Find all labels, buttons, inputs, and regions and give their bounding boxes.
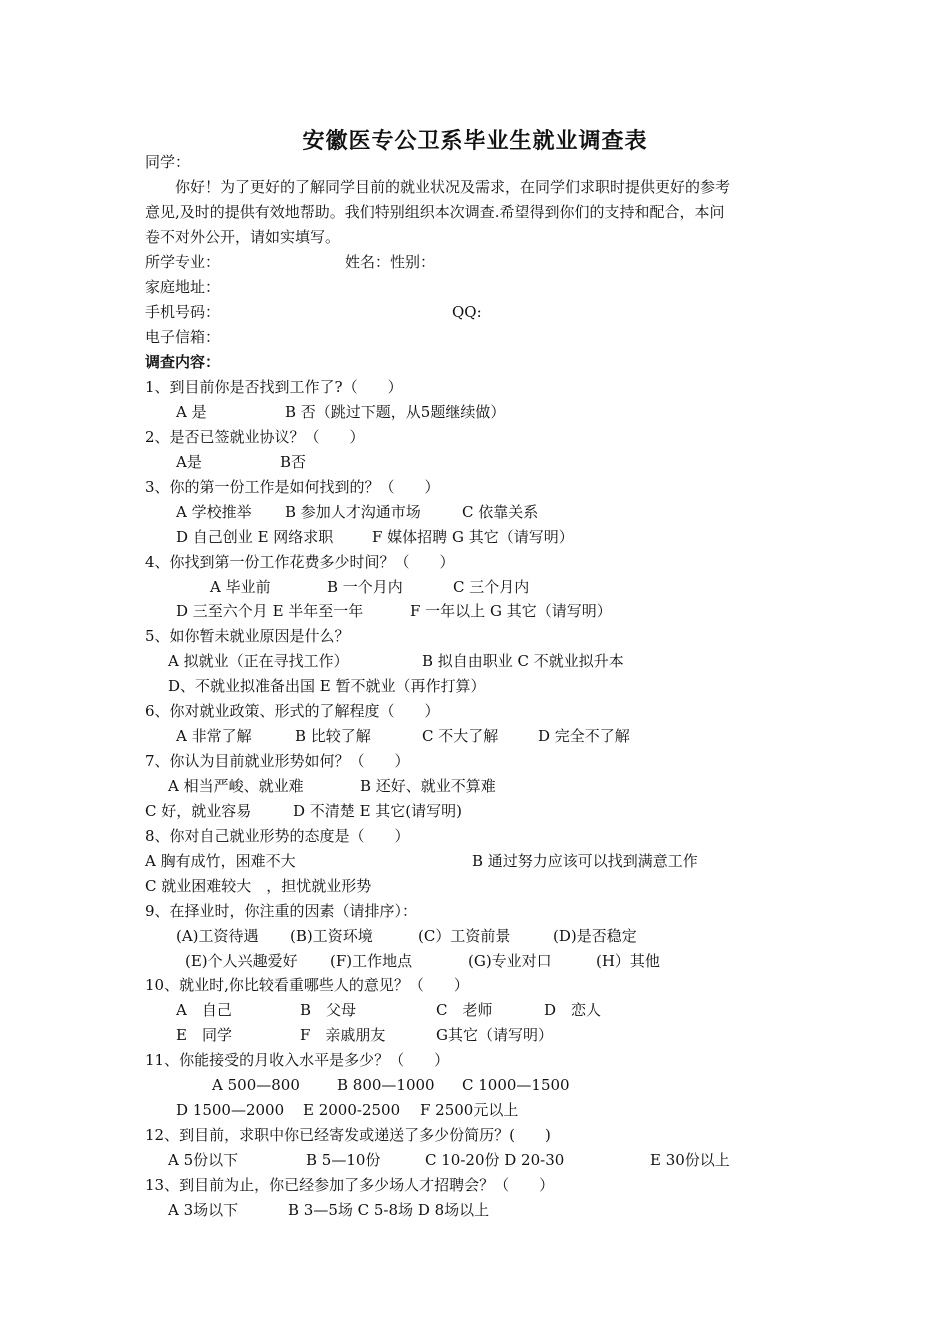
greeting: 同学： [145, 153, 191, 171]
major-label: 所学专业： [145, 253, 221, 271]
option: A是 [176, 453, 202, 471]
option: B 通过努力应该可以找到满意工作 [472, 852, 698, 870]
option: D、不就业拟准备出国 E 暂不就业（再作打算） [168, 677, 486, 695]
question-7: 7、你认为目前就业形势如何？（ ） [145, 752, 410, 770]
option: E 2000-2500 [303, 1101, 401, 1119]
option: C 10-20份 D 20-30 [425, 1151, 565, 1169]
question-10: 10、就业时,你比较看重哪些人的意见？（ ） [145, 976, 469, 994]
option: A 学校推举 [176, 503, 252, 521]
question-12: 12、到目前，求职中你已经寄发或递送了多少份简历？( ) [145, 1126, 551, 1144]
option: D 自己创业 E 网络求职 [176, 528, 334, 546]
question-2: 2、是否已签就业协议？（ ） [145, 428, 365, 446]
option: D 完全不了解 [538, 727, 630, 745]
question-9: 9、在择业时，你注重的因素（请排序）： [145, 902, 418, 920]
option: A 自己 [176, 1001, 232, 1019]
intro-line-1: 你好！为了更好的了解同学目前的就业状况及需求，在同学们求职时提供更好的参考 [175, 178, 731, 196]
address-label: 家庭地址： [145, 278, 221, 296]
name-gender-label: 姓名：性别： [345, 253, 436, 271]
option: B 还好、就业不算难 [360, 777, 496, 795]
option: A 拟就业（正在寻找工作） [168, 652, 349, 670]
option: B 3—5场 C 5-8场 D 8场以上 [288, 1201, 490, 1219]
option: E 同学 [176, 1026, 232, 1044]
question-11: 11、你能接受的月收入水平是多少？（ ） [145, 1051, 450, 1069]
option: F 媒体招聘 G 其它（请写明） [372, 528, 574, 546]
option: A 3场以下 [168, 1201, 239, 1219]
option: B 一个月内 [327, 578, 403, 596]
question-4: 4、你找到第一份工作花费多少时间？（ ） [145, 553, 455, 571]
option: D 不清楚 E 其它(请写明) [293, 802, 462, 820]
section-heading: 调查内容： [145, 353, 221, 371]
qq-label: QQ: [452, 303, 482, 321]
email-label: 电子信箱： [145, 328, 221, 346]
option: C 老师 [436, 1001, 493, 1019]
option: (F)工作地点 [330, 952, 413, 970]
phone-label: 手机号码： [145, 303, 221, 321]
option: D 1500—2000 [176, 1101, 285, 1119]
question-13: 13、到目前为止，你已经参加了多少场人才招聘会？（ ） [145, 1176, 555, 1194]
option: C 依靠关系 [462, 503, 539, 521]
option: B 比较了解 [295, 727, 371, 745]
option: A 是 [176, 403, 207, 421]
option: C 三个月内 [453, 578, 530, 596]
option: B 800—1000 [337, 1076, 435, 1094]
option: (G)专业对口 [468, 952, 552, 970]
option: (H）其他 [596, 952, 660, 970]
option: D 三至六个月 E 半年至一年 [176, 602, 364, 620]
option: D 恋人 [544, 1001, 602, 1019]
option: B 否（跳过下题，从5题继续做） [285, 403, 506, 421]
question-8: 8、你对自己就业形势的态度是（ ） [145, 827, 410, 845]
option: (A)工资待遇 [176, 927, 259, 945]
option: C 不大了解 [422, 727, 499, 745]
question-1: 1、到目前你是否找到工作了?（ ） [145, 378, 403, 396]
option: A 非常了解 [176, 727, 252, 745]
question-3: 3、你的第一份工作是如何找到的？（ ） [145, 478, 440, 496]
option: B 5—10份 [306, 1151, 381, 1169]
option: A 毕业前 [210, 578, 271, 596]
option: (E)个人兴趣爱好 [185, 952, 298, 970]
question-5: 5、如你暂未就业原因是什么？ [145, 627, 350, 645]
option: B否 [280, 453, 307, 471]
option: F 亲戚朋友 [300, 1026, 386, 1044]
option: B 参加人才沟通市场 [285, 503, 421, 521]
option: (C）工资前景 [418, 927, 511, 945]
option: A 相当严峻、就业难 [168, 777, 304, 795]
question-6: 6、你对就业政策、形式的了解程度（ ） [145, 702, 440, 720]
intro-line-2: 意见,及时的提供有效地帮助。我们特别组织本次调查.希望得到你们的支持和配合，本问 [145, 203, 725, 221]
option: A 5份以下 [168, 1151, 239, 1169]
option: (D)是否稳定 [553, 927, 637, 945]
option: C 1000—1500 [462, 1076, 570, 1094]
option: E 30份以上 [650, 1151, 730, 1169]
option: C 就业困难较大 ，担忧就业形势 [145, 877, 372, 895]
intro-line-3: 卷不对外公开，请如实填写。 [145, 228, 341, 246]
option: B 父母 [300, 1001, 357, 1019]
option: A 胸有成竹，困难不大 [145, 852, 296, 870]
option: C 好，就业容易 [145, 802, 252, 820]
option: G其它（请写明） [436, 1026, 553, 1044]
option: F 2500元以上 [420, 1101, 519, 1119]
option: F 一年以上 G 其它（请写明） [410, 602, 612, 620]
option: (B)工资环境 [290, 927, 373, 945]
option: B 拟自由职业 C 不就业拟升本 [422, 652, 624, 670]
page-title: 安徽医专公卫系毕业生就业调查表 [302, 128, 648, 154]
option: A 500—800 [212, 1076, 300, 1094]
